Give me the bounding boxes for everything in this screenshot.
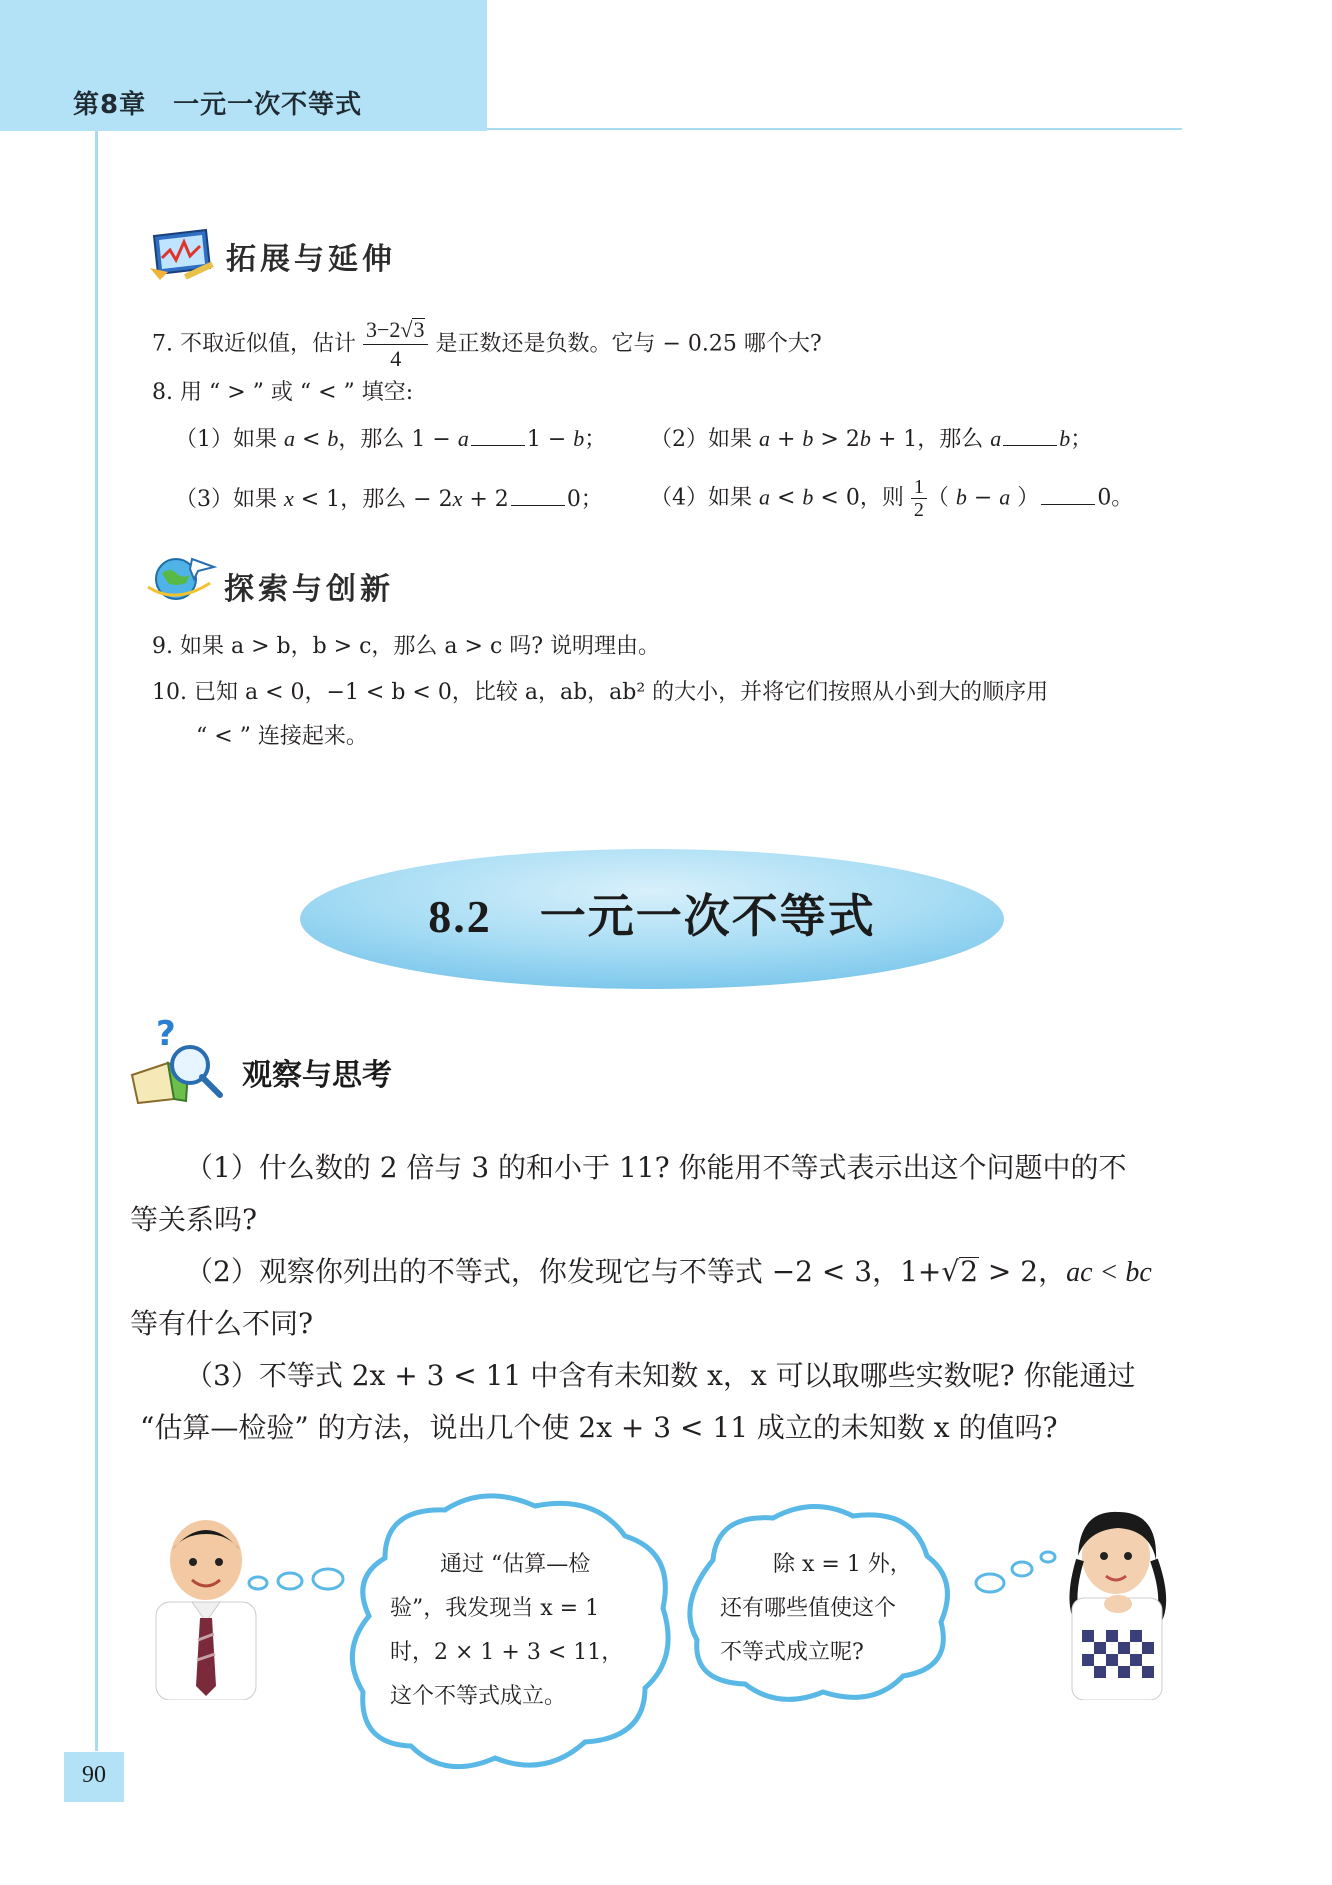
- q7-suffix: 是正数还是负数。它与 − 0.25 哪个大?: [435, 331, 822, 357]
- question-10-line-1: 10. 已知 a < 0，−1 < b < 0，比较 a，ab，ab² 的大小，并将它们按照从小到大的顺序用: [152, 680, 1049, 705]
- q8-p1-b: ，那么 1 −: [338, 427, 451, 452]
- observe-p1-line2: 等关系吗?: [130, 1203, 258, 1236]
- q8-p2-b: ，那么: [917, 427, 984, 452]
- q8-p4-e: 0。: [1097, 485, 1134, 511]
- chapter-title: 第8章 一元一次不等式: [73, 90, 363, 120]
- q8-p1-a: （1）如果: [175, 427, 277, 452]
- header-rule: [487, 128, 1182, 130]
- section-heading-observe: 观察与思考: [242, 1058, 392, 1093]
- q7-frac-den: 4: [390, 346, 402, 371]
- section-heading-extend: 拓展与延伸: [226, 242, 396, 277]
- question-8-part-1: （1）如果 a < b，那么 1 − a 1 − b；: [175, 426, 607, 452]
- blank[interactable]: [1041, 484, 1095, 505]
- question-9: 9. 如果 a > b，b > c，那么 a > c 吗? 说明理由。: [152, 634, 661, 659]
- q8-p3-d: 0；: [566, 487, 603, 512]
- q8-p3-b: ，那么 − 2: [340, 487, 453, 512]
- q8-p3-a: （3）如果: [175, 487, 277, 512]
- q7-frac-radicand: 3: [413, 317, 425, 342]
- p2-text-a: （2）观察你列出的不等式，你发现它与不等式 −2 < 3，1+: [185, 1255, 942, 1288]
- left-margin-rule: [95, 131, 98, 1751]
- blank[interactable]: [471, 425, 525, 446]
- q8-p1-d: ；: [584, 427, 607, 452]
- q8-p4-a: （4）如果: [650, 485, 752, 511]
- girl-illustration: [1058, 1500, 1178, 1700]
- svg-text:?: ?: [156, 1015, 176, 1054]
- question-7: [152, 316, 822, 373]
- girl-bubble-line-3: 不等式成立呢?: [720, 1640, 864, 1665]
- half-den: 2: [913, 499, 924, 521]
- q8-p4-d: ）: [1017, 485, 1040, 511]
- thought-dots-boy: [246, 1565, 356, 1595]
- question-8-part-4: （4）如果 a < b < 0，则 $\frac{1}{2}$ （ b − a ） 0。: [650, 476, 1134, 521]
- q8-p4-c: （: [926, 485, 949, 511]
- q7-fraction: $\frac{3-2√3}{4}$: [363, 316, 429, 373]
- boy-bubble-line-4: 这个不等式成立。: [390, 1684, 567, 1709]
- globe-plane-icon: [146, 553, 218, 605]
- blank[interactable]: [1003, 425, 1057, 446]
- section-title: 8.2 一元一次不等式: [428, 891, 876, 942]
- book-magnifier-icon: [128, 1015, 226, 1105]
- q8-p2-d: ；: [1070, 427, 1093, 452]
- question-8-part-3: （3）如果 x < 1，那么 − 2x + 2 0；: [175, 486, 603, 512]
- boy-bubble-line-2: 验”，我发现当 x = 1: [390, 1596, 600, 1621]
- observe-p1-line1: （1）什么数的 2 倍与 3 的和小于 11? 你能用不等式表示出这个问题中的不: [185, 1151, 1127, 1184]
- q8-half-fraction: [911, 476, 927, 521]
- q7-prefix: 7. 不取近似值，估计: [152, 331, 356, 357]
- boy-bubble-line-1: 通过 “估算—检: [440, 1552, 591, 1577]
- observe-p3-line1: （3）不等式 2x + 3 < 11 中含有未知数 x，x 可以取哪些实数呢? 你能通过: [185, 1359, 1136, 1392]
- boy-illustration: [136, 1510, 276, 1700]
- p2-text-b: > 2，: [979, 1255, 1067, 1288]
- page-number: 90: [82, 1762, 106, 1788]
- girl-bubble-line-2: 还有哪些值使这个: [720, 1596, 897, 1621]
- blank[interactable]: [511, 485, 565, 506]
- thought-dots-girl: [970, 1545, 1070, 1595]
- question-10-line-2: “ < ” 连接起来。: [196, 724, 368, 749]
- q8-p3-c: + 2: [469, 487, 509, 512]
- q7-frac-num: 3−2: [365, 317, 401, 342]
- question-8-part-2: （2）如果 a + b > 2b + 1，那么 a b；: [650, 426, 1093, 452]
- q8-p4-b: ，则: [859, 485, 904, 511]
- p2-radicand: 2: [960, 1255, 979, 1288]
- computer-chart-icon: [148, 228, 218, 284]
- boy-bubble-line-3: 时，2 × 1 + 3 < 11，: [390, 1640, 624, 1665]
- question-8-prompt: 8. 用 “ > ” 或 “ < ” 填空:: [152, 380, 414, 405]
- girl-bubble-line-1: 除 x = 1 外，: [773, 1552, 912, 1577]
- p2-text-c: ac < bc: [1066, 1257, 1152, 1288]
- half-num: 1: [911, 476, 927, 499]
- observe-p2-line1: （2）观察你列出的不等式，你发现它与不等式 −2 < 3，1+√2 > 2，ac < bc: [185, 1255, 1152, 1288]
- q8-p2-a: （2）如果: [650, 427, 752, 452]
- observe-p2-line2: 等有什么不同?: [130, 1307, 314, 1340]
- section-heading-explore: 探索与创新: [224, 572, 394, 607]
- observe-p3-line2: “估算—检验” 的方法，说出几个使 2x + 3 < 11 成立的未知数 x 的值吗?: [140, 1411, 1058, 1444]
- q8-p1-c: 1 −: [526, 427, 567, 452]
